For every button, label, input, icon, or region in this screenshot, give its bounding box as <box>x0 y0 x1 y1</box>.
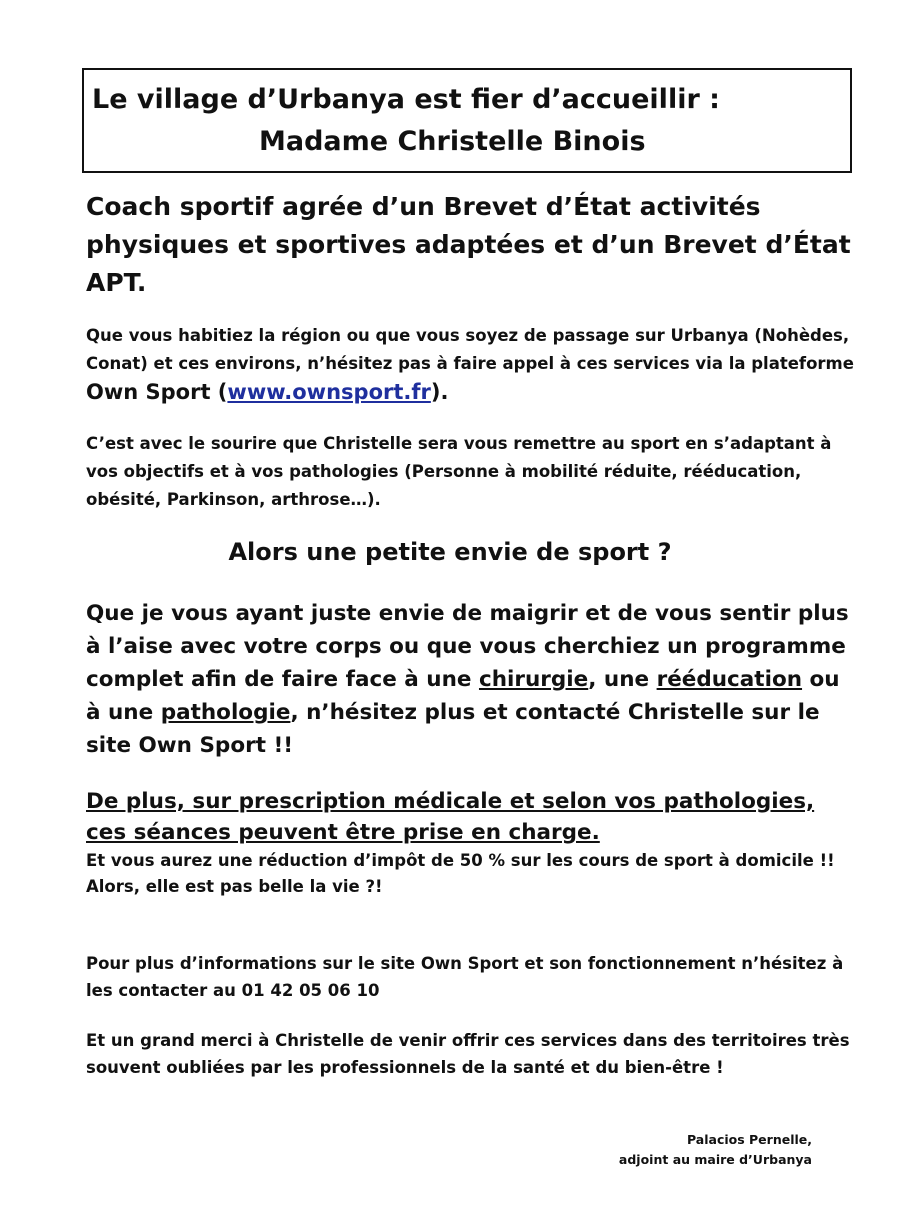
title-line-2: Madame Christelle Binois <box>259 126 646 157</box>
title-line-1: Le village d’Urbanya est fier d’accueillir : <box>92 84 720 115</box>
motivation-part-4: , n’hésitez plus et contacté Christelle sur le site Own Sport !! <box>86 700 820 758</box>
open-paren: ( <box>210 380 228 404</box>
signature-name: Palacios Pernelle, <box>686 1132 812 1147</box>
intro-heading: Coach sportif agrée d’un Brevet d’État activités physiques et sportives adaptées et d’un Brevet d’État APT. <box>86 192 851 297</box>
paragraph-smile: C’est avec le sourire que Christelle sera vous remettre au sport en s’adaptant à vos objectifs et à vos pathologies (Personne à mobilité réduite, rééducation, obésité, Parkinson, arthrose…). <box>86 434 832 509</box>
motivation-part-3: ou à une <box>86 667 840 725</box>
paragraph-contact: Pour plus d’informations sur le site Own Sport et son fonctionnement n’hésitez à les contacter au 01 42 05 06 10 <box>86 954 844 1000</box>
title-box <box>82 68 852 173</box>
belle-vie-line: Alors, elle est pas belle la vie ?! <box>86 877 383 896</box>
paragraph-region-text: Que vous habitiez la région ou que vous soyez de passage sur Urbanya (Nohèdes, Conat) et ces environs, n’hésitez pas à faire appel à ces services via la plateforme <box>86 326 854 373</box>
word-chirurgie: chirurgie <box>478 667 589 692</box>
paragraph-tax <box>86 848 860 900</box>
paragraph-thanks: Et un grand merci à Christelle de venir offrir ces services dans des territoires très souvent oubliées par les professionnels de la santé et du bien-être ! <box>86 1031 850 1077</box>
paragraph-motivation <box>86 597 860 762</box>
tax-line: Et vous aurez une réduction d’impôt de 50 % sur les cours de sport à domicile !! <box>86 851 835 870</box>
paragraph-region <box>86 322 860 408</box>
signature-role: adjoint au maire d’Urbanya <box>618 1152 812 1167</box>
question-heading: Alors une petite envie de sport ? <box>228 538 672 566</box>
ownsport-link[interactable]: www.ownsport.fr <box>227 380 431 404</box>
close-paren: ). <box>430 380 449 404</box>
motivation-part-1: Que je vous ayant juste envie de maigrir et de vous sentir plus à l’aise avec votre corps ou que vous cherchiez un programme complet afin de faire face à une <box>86 601 849 692</box>
word-reeducation: rééducation <box>656 667 803 692</box>
platform-name: Own Sport <box>86 380 211 404</box>
word-pathologie: pathologie <box>160 700 291 725</box>
signature <box>619 1130 812 1170</box>
paragraph-prescription: De plus, sur prescription médicale et selon vos pathologies, ces séances peuvent être prise en charge. <box>86 789 815 845</box>
motivation-part-2: , une <box>588 667 657 692</box>
